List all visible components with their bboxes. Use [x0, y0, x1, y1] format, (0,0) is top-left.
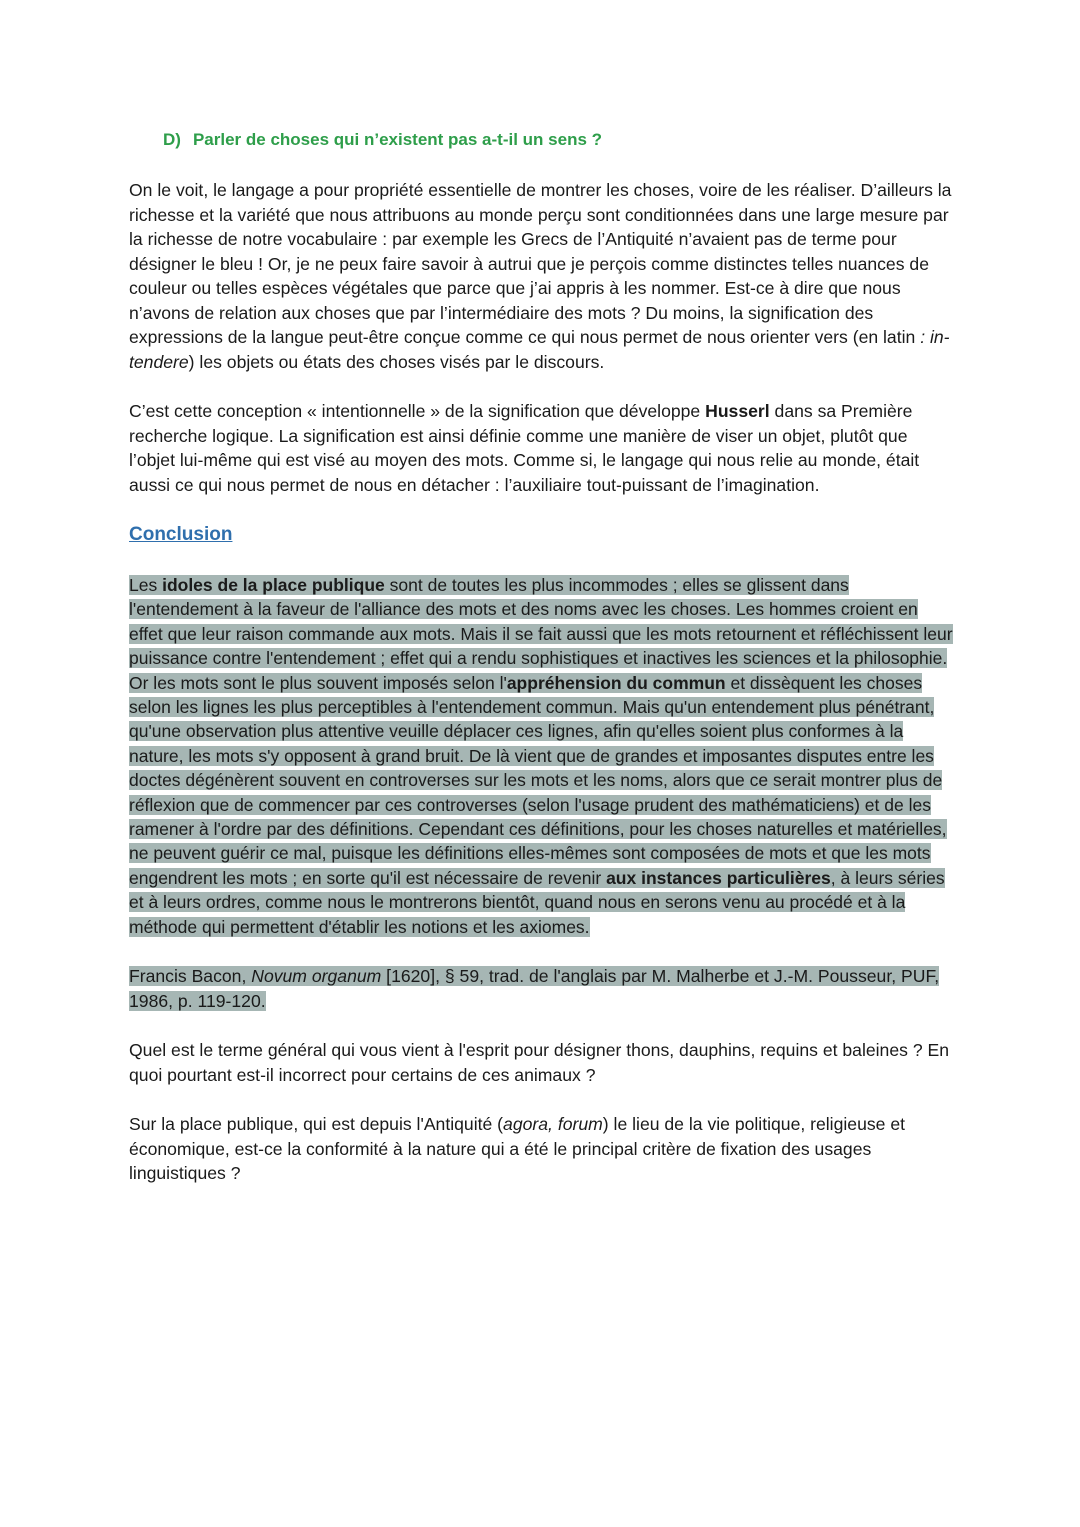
- question-2: [129, 1112, 954, 1186]
- section-letter: D): [163, 130, 181, 149]
- section-heading: [163, 128, 954, 152]
- quote-emphasis: aux instances particulières: [606, 867, 831, 888]
- quote-emphasis: appréhension du commun: [506, 672, 726, 693]
- quote-source: [129, 964, 954, 1013]
- question-text: ) le lieu de la vie politique, religieuse et économique, est-ce la conformité à la nature qui a été le principal critère de fixation des usages linguistiques ?: [129, 1114, 906, 1184]
- highlighted-quote: [129, 575, 953, 937]
- paragraph-text: ) les objets ou états des choses visés par le discours.: [188, 351, 605, 372]
- quote-text: , à leurs séries et à leurs ordres, comme nous le montrerons bientôt, quand nous en serons venu au procédé et à la méthode qui permettent d'établir les notions et les axiomes.: [129, 867, 945, 937]
- paragraph-language-shows-things: [129, 178, 954, 374]
- source-work: Novum organum: [251, 966, 382, 987]
- source-author: Francis Bacon,: [129, 966, 252, 987]
- paragraph-text: dans sa Première recherche logique. La signification est ainsi définie comme une manière de viser un objet, plutôt que l’objet lui-même qui est visé au moyen des mots. Comme si, le langage qui nous relie au monde, était aussi ce qui nous permet de nous en détacher : l’auxiliaire tout-puissant de l’imagination.: [129, 401, 920, 495]
- paragraph-text: On le voit, le langage a pour propriété essentielle de montrer les choses, voire de les réaliser. D’ailleurs la richesse et la variété que nous attribuons au monde perçu sont conditionnées dans une large mesure par la richesse de notre vocabulaire : par exemple les Grecs de l’Antiquité n’avaient pas de terme pour désigner le bleu ! Or, je ne peux faire savoir à autrui que je perçois comme distinctes telles nuances de couleur ou telles espèces végétales que parce que j’ai appris à les nommer. Est-ce à dire que nous n’avons de relation aux choses que par l’intermédiaire des mots ? Du moins, la signification des expressions de la langue peut-être conçue comme ce qui nous permet de nous orienter vers (en latin: [129, 180, 952, 347]
- quote-emphasis: idoles de la place publique: [162, 575, 385, 595]
- quote-text: sont de toutes les plus incommodes ; elles se glissent dans l'entendement à la faveur de l'alliance des mots et des noms avec les choses. Les hommes croient en effet que leur raison commande aux mots. Mais il se fait aussi que les mots retournent et réfléchissent leur puissance contre l'entendement ; effet qui a rendu sophistiques et inactives les sciences et la philosophie. Or les mots sont le plus souvent imposés selon l': [129, 575, 953, 693]
- latin-term: in-tendere: [129, 327, 950, 372]
- question-text: Quel est le terme général qui vous vient à l'esprit pour désigner thons, dauphins, requins et baleines ? En quoi pourtant est-il incorrect pour certains de ces animaux ?: [129, 1040, 950, 1085]
- document-page: [129, 128, 954, 1186]
- latin-terms: agora, forum: [503, 1114, 603, 1135]
- bacon-quote: [129, 573, 954, 939]
- source-details: [1620], § 59, trad. de l'anglais par M. Malherbe et J.-M. Pousseur, PUF, 1986, p. 119-120.: [129, 966, 940, 1011]
- conclusion-heading: Conclusion: [129, 524, 233, 545]
- quote-text: Les: [129, 575, 163, 595]
- question-1: [129, 1038, 954, 1087]
- quote-text: et dissèquent les choses selon les lignes les plus perceptibles à l'entendement commun. Mais qu'un entendement plus pénétrant, qu'une observation plus attentive veuille déplacer ces lignes, afin qu'elles soient plus conformes à la nature, les mots s'y opposent à grand bruit. De là vient que de grandes et imposantes disputes entre les doctes dégénèrent souvent en controverses sur les mots et les noms, alors que ce serait montrer plus de réflexion que de commencer par ces controverses (selon l'usage prudent des mathématiciens) et de les ramener à l'ordre par des définitions. Cependant ces définitions, pour les choses naturelles et matérielles, ne peuvent guérir ce mal, puisque les définitions elles-mêmes sont composées de mots et que les mots engendrent les mots ; en sorte qu'il est nécessaire de revenir: [129, 672, 947, 888]
- author-name: Husserl: [705, 401, 770, 421]
- latin-colon: :: [920, 327, 930, 347]
- paragraph-text: C’est cette conception « intentionnelle » de la signification que développe: [129, 401, 706, 421]
- highlighted-source: [129, 966, 939, 1011]
- section-title: Parler de choses qui n’existent pas a-t-il un sens ?: [192, 130, 603, 149]
- paragraph-husserl: [129, 399, 954, 497]
- question-text: Sur la place publique, qui est depuis l'Antiquité (: [129, 1114, 504, 1135]
